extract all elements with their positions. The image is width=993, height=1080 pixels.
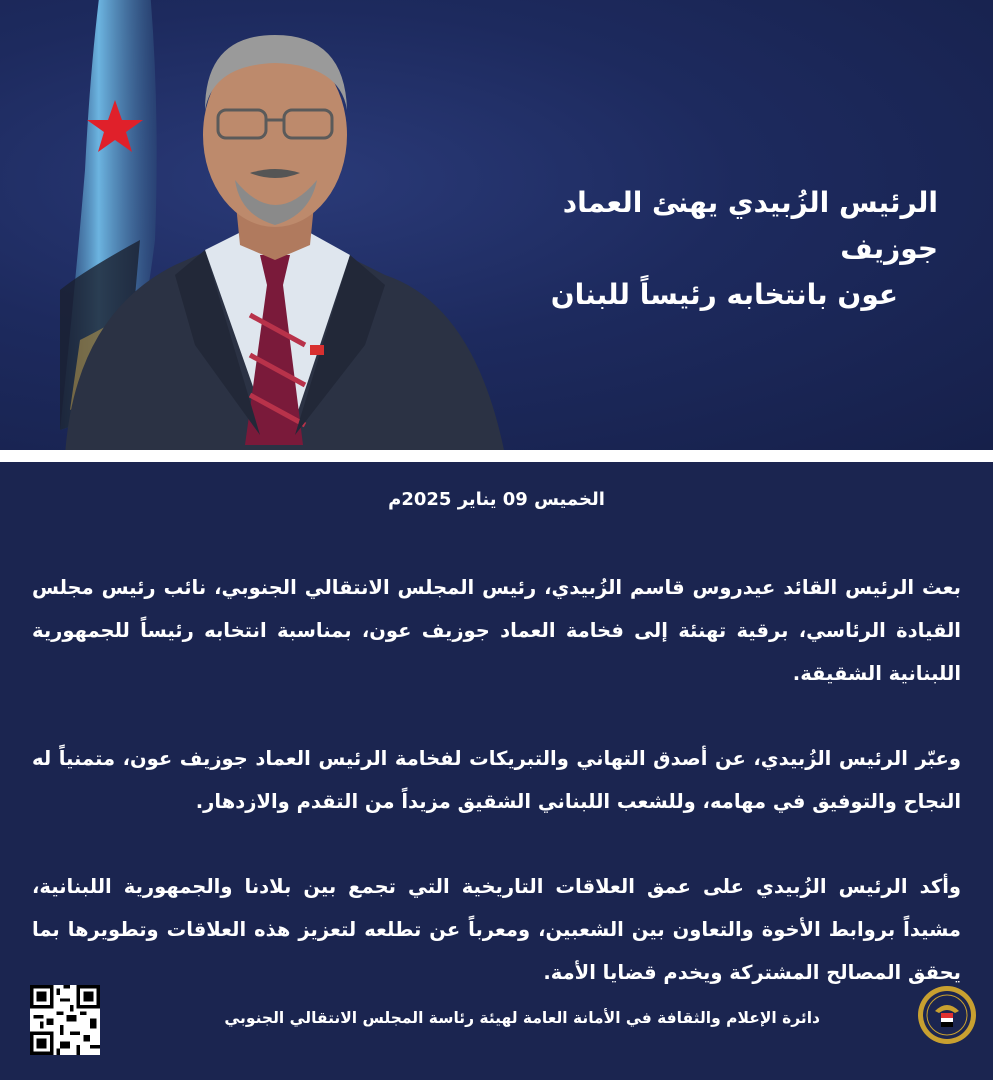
headline [478,180,938,318]
headline-line-1: الرئيس الزُبيدي يهنئ العماد جوزيف [562,186,938,265]
article-body [32,566,961,1036]
qr-code-icon[interactable] [30,985,100,1055]
article-paragraph: بعث الرئيس القائد عيدروس قاسم الزُبيدي، رئيس المجلس الانتقالي الجنوبي، نائب رئيس مجلس القيادة الرئاسي، برقية تهنئة إلى فخامة العماد جوزيف عون، بمناسبة انتخابه رئيساً للجمهورية اللبنانية الشقيقة. [32,576,961,685]
footer-department: دائرة الإعلام والثقافة في الأمانة العامة لهيئة رئاسة المجلس الانتقالي الجنوبي [224,1009,820,1027]
date-line: الخميس 09 يناير 2025م [388,489,605,510]
stc-emblem-icon [917,985,977,1045]
portrait-image [55,15,515,450]
article-paragraph: وعبّر الرئيس الزُبيدي، عن أصدق التهاني والتبريكات لفخامة الرئيس العماد جوزيف عون، متمنياً له النجاح والتوفيق في مهامه، وللشعب اللبناني الشقيق مزيداً من التقدم والازدهار. [32,747,961,813]
divider [0,450,993,462]
headline-line-2: عون بانتخابه رئيساً للبنان [550,278,898,311]
header-banner [0,0,993,450]
lapel-pin-icon [310,345,324,355]
article-paragraph: وأكد الرئيس الزُبيدي على عمق العلاقات التاريخية التي تجمع بين بلادنا والجمهورية اللبنانية، مشيداً بروابط الأخوة والتعاون بين الشعبين، ومعرباً عن تطلعه لتعزيز هذه العلاقات وتطويرها بما يحقق المصالح المشتركة ويخدم قضايا الأمة. [32,875,961,984]
